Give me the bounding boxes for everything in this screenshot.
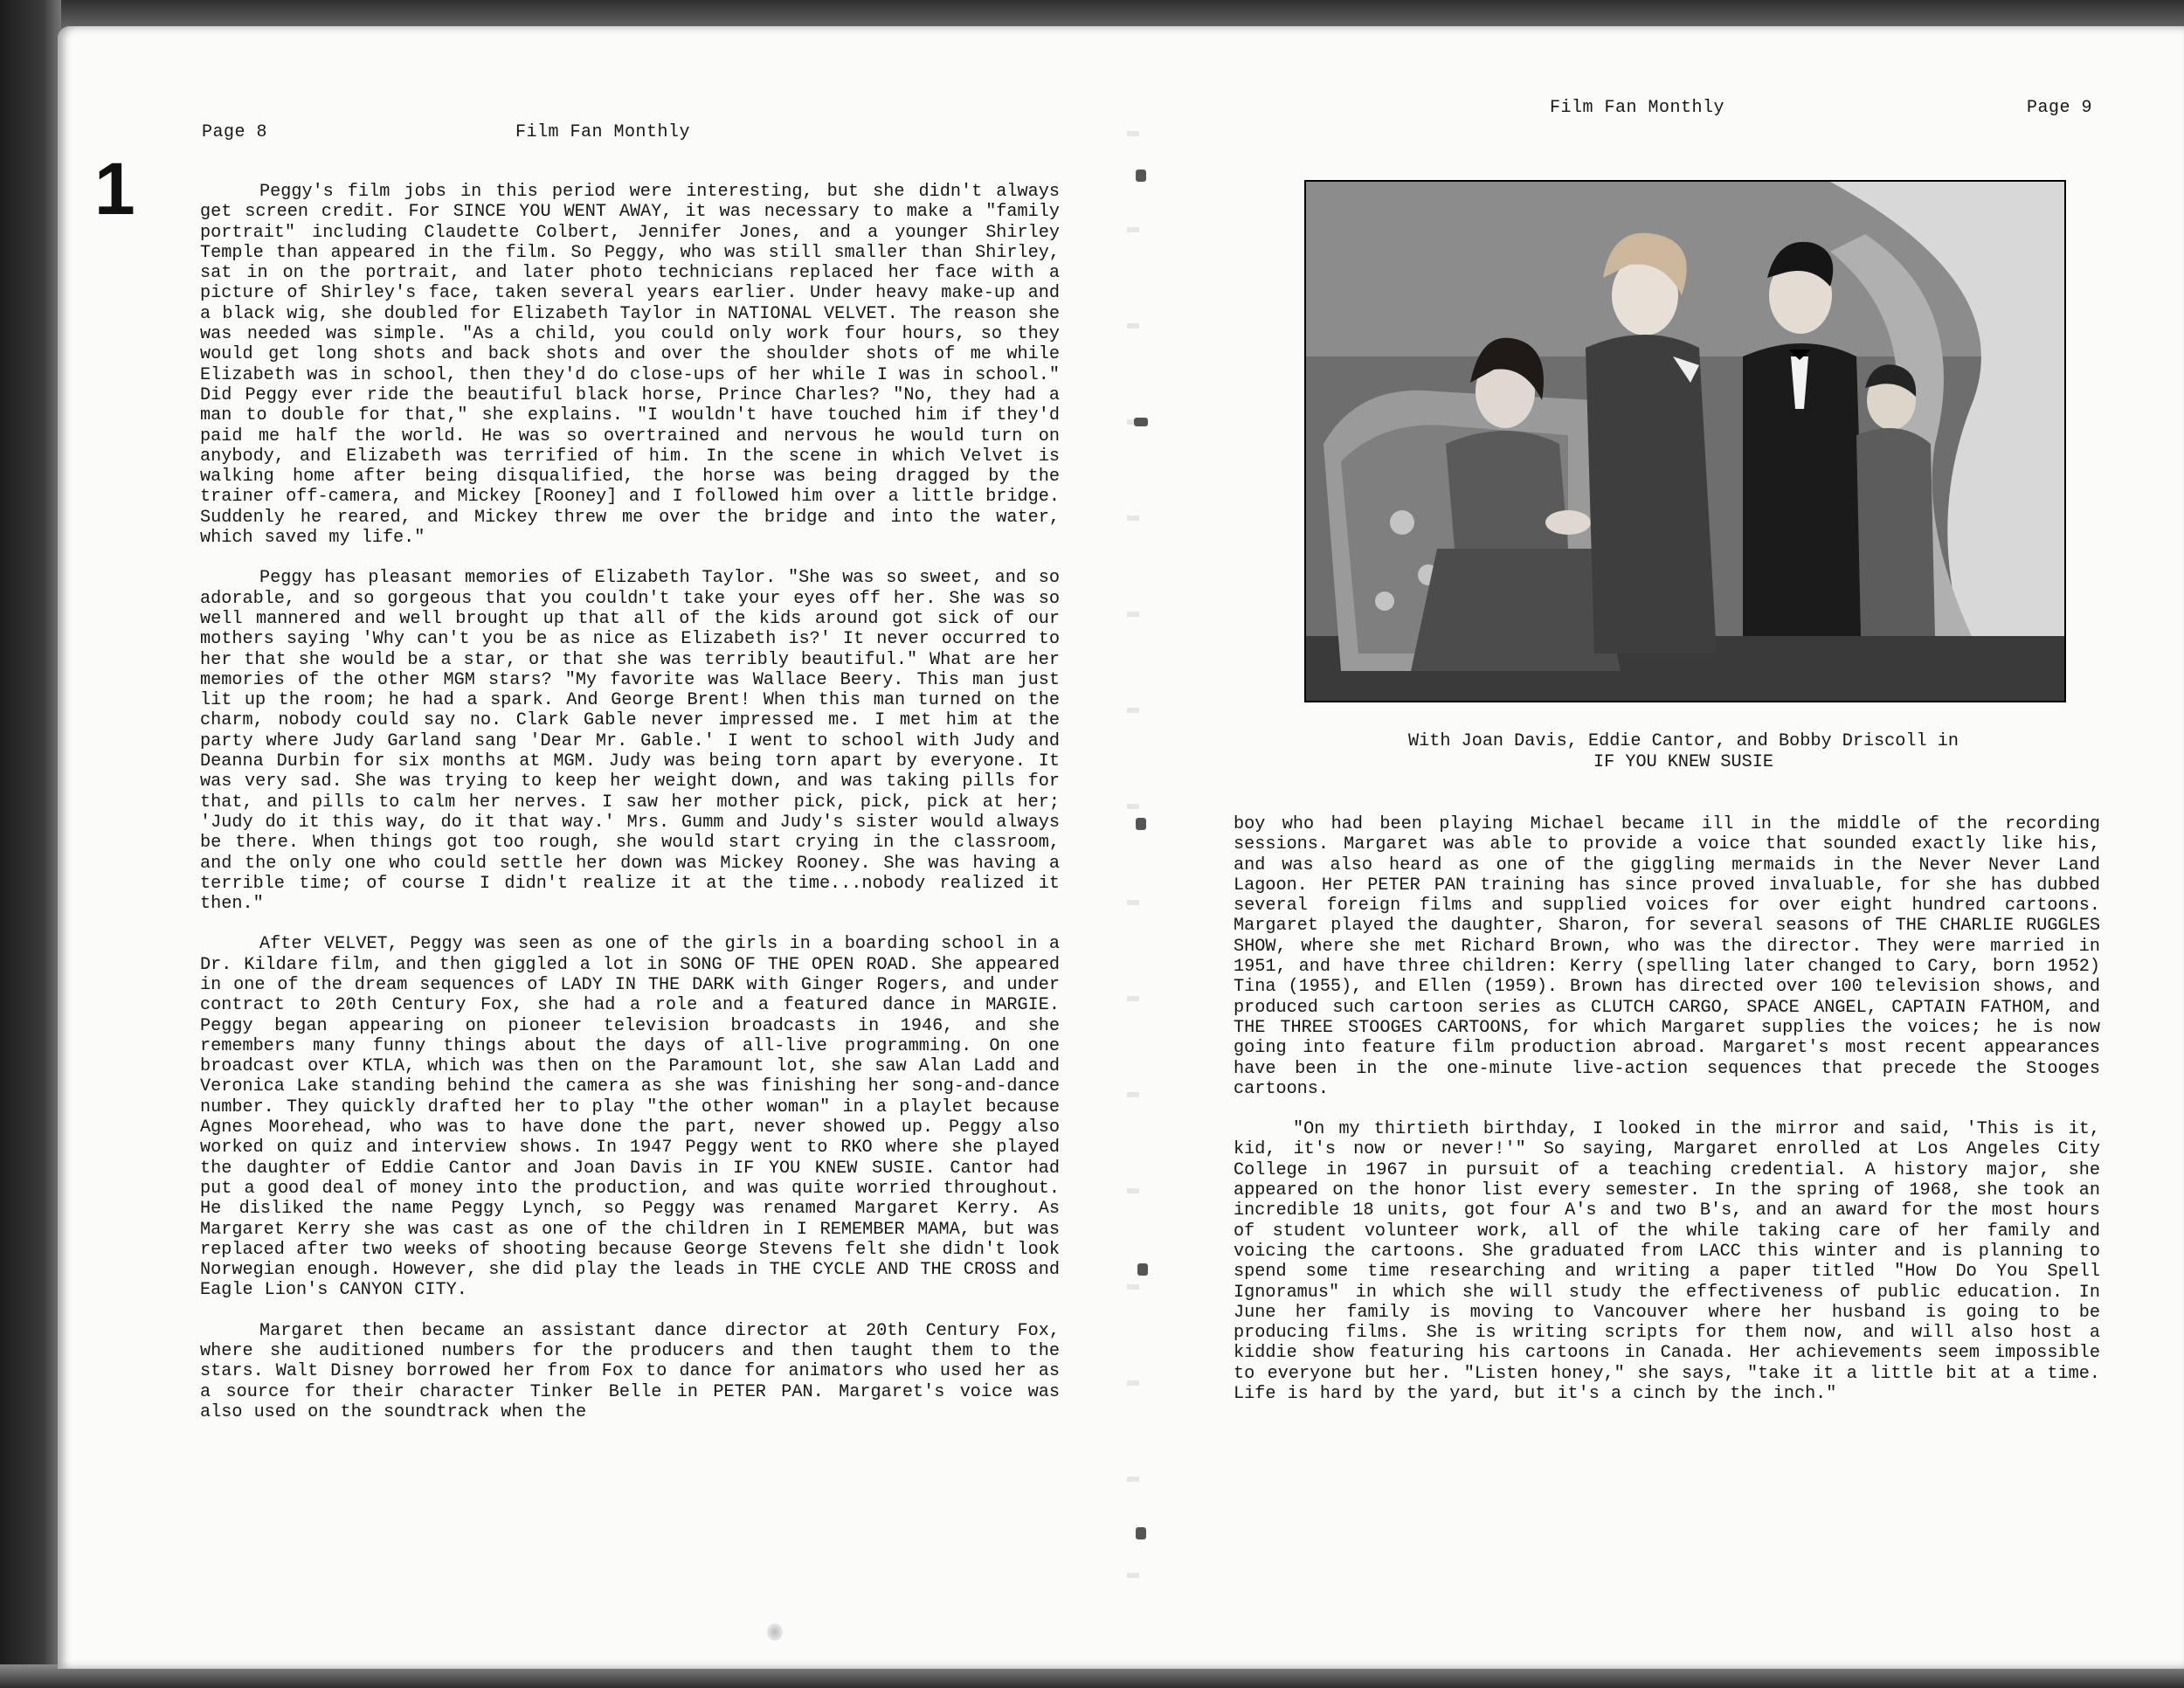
left-publication-title: Film Fan Monthly <box>515 122 691 142</box>
photo-caption <box>1304 731 2063 772</box>
right-publication-title: Film Fan Monthly <box>1550 98 1725 118</box>
staple-mark <box>1136 1527 1146 1539</box>
article-paragraph: boy who had been playing Michael became ill in the middle of the recording sessions. Margaret was able to provide a voice that sounded exactly like his, and was also heard as one of the giggling mermaids in the Never Never Land Lagoon. Her PETER PAN training has since proved invaluable, for she has dubbed several foreign films and supplied voices for over eight hundred cartoons. Margaret played the daughter, Sharon, for several seasons of THE CHARLIE RUGGLES SHOW, where she met Richard Brown, who was the director. They were married in 1951, and have three children: Kerry (spelling later changed to Cary, born 1952) Tina (1955), and Ellen (1959). Brown has directed over 100 television shows, and produced such cartoon series as CLUTCH CARGO, SPACE ANGEL, CAPTAIN FATHOM, and THE THREE STOOGES CARTOONS, for which Margaret supplies the voices; he is now going into feature film production abroad. Margaret's most recent appearances have been in the one-minute live-action sequences that precede the Stooges cartoons. <box>1234 814 2100 1099</box>
article-paragraph: Margaret then became an assistant dance director at 20th Century Fox, where she auditioned numbers for the producers and then taught them to the stars. Walt Disney borrowed her from Fox to dance for animators who used her as a source for their character Tinker Belle in PETER PAN. Margaret's voice was also used on the soundtrack when the <box>200 1320 1060 1422</box>
article-paragraph: Peggy's film jobs in this period were interesting, but she didn't always get screen credit. For SINCE YOU WENT AWAY, it was necessary to make a "family portrait" including Claudette Colbert, Jennifer Jones, and a younger Shirley Temple than appeared in the film. So Peggy, who was still smaller than Shirley, sat in on the portrait, and later photo technicians replaced her face with a picture of Shirley's face, taken several years earlier. Under heavy make-up and a black wig, she doubled for Elizabeth Taylor in NATIONAL VELVET. The reason she was needed was simple. "As a child, you could only work four hours, so they would get long shots and back shots and over the shoulder shots of me while Elizabeth was in school, then they'd do close-ups of her while I was in school." Did Peggy ever ride the beautiful black horse, Prince Charles? "No, they had a man to double for that," she explains. "I wouldn't have touched him if they'd paid me half the world. He was so overtrained and nervous he would turn on anybody, and Elizabeth was terrified of him. In the scene in which Velvet is walking home after being disqualified, the horse was being dragged by the trainer off-camera, and Mickey [Rooney] and I followed him over a little bridge. Suddenly he reared, and Mickey threw me over the bridge and into the water, which saved my life." <box>200 182 1060 549</box>
staple-mark <box>1137 1263 1148 1276</box>
center-fold <box>1127 96 1139 1599</box>
left-page-number: Page 8 <box>202 122 268 142</box>
right-article-column <box>1234 814 2100 1404</box>
film-still-illustration <box>1306 182 2064 701</box>
staple-mark <box>1136 169 1146 182</box>
article-paragraph: After VELVET, Peggy was seen as one of the girls in a boarding school in a Dr. Kildare film, and then giggled a lot in SONG OF THE OPEN ROAD. She appeared in one of the dream sequences of LADY IN THE DARK with Ginger Rogers, and under contract to 20th Century Fox, she had a role and a featured dance in MARGIE. Peggy began appearing on pioneer television broadcasts in 1946, and she remembers many funny things about the days of all-live programming. On one broadcast over KTLA, which was then on the Paramount lot, she saw Alan Ladd and Veronica Lake standing behind the camera as she was finishing her song-and-dance number. They quickly drafted her to play "the other woman" in a playlet because Agnes Moorehead, who was to have done the part, never showed up. Peggy also worked on quiz and interview shows. In 1947 Peggy went to RKO where she played the daughter of Eddie Cantor and Joan Davis in IF YOU KNEW SUSIE. Cantor had put a good deal of money into the production, and was quite worried throughout. He disliked the name Peggy Lynch, so Peggy was renamed Margaret Kerry. As Margaret Kerry she was cast as one of the children in I REMEMBER MAMA, but was replaced after two weeks of shooting because George Stevens felt she didn't look Norwegian enough. However, she did play the leads in THE CYCLE AND THE CROSS and Eagle Lion's CANYON CITY. <box>200 934 1060 1301</box>
right-page-number: Page 9 <box>2027 98 2093 118</box>
left-article-column <box>200 182 1060 1422</box>
caption-line: With Joan Davis, Eddie Cantor, and Bobby Driscoll in <box>1408 731 1959 751</box>
article-paragraph: "On my thirtieth birthday, I looked in the mirror and said, 'This is it, kid, it's now or never!'" So saying, Margaret enrolled at Los Angeles City College in 1967 in pursuit of a teaching credential. A history major, she appeared on the honor list every semester. In the spring of 1968, she took an incredible 18 units, got four A's and two B's, and an award for the most hours of student volunteer work, all of the while taking care of her family and voicing the cartoons. She graduated from LACC this winter and is planning to spend some time researching and writing a paper titled "How Do You Spell Ignoramus" in which she will study the effectiveness of public education. In June her family is moving to Vancouver where her husband is going to be producing films. She is writing scripts for them now, and will also host a kiddie show featuring his cartoons in Canada. Her achievements seem impossible to everyone but her. "Listen honey," she says, "take it a little bit at a time. Life is hard by the yard, but it's a cinch by the inch." <box>1234 1119 2100 1405</box>
film-still-photo <box>1304 180 2066 702</box>
staple-mark <box>1134 418 1148 426</box>
staple-mark <box>1136 818 1146 830</box>
caption-film-title: IF YOU KNEW SUSIE <box>1593 751 1773 772</box>
article-paragraph: Peggy has pleasant memories of Elizabeth Taylor. "She was so sweet, and so adorable, and so gorgeous that you couldn't take your eyes off her. She was so well mannered and well brought up that all of the kids around got sick of our mothers saying 'Why can't you be as nice as Elizabeth is?' It never occurred to her that she would be a star, or that she was terribly beautiful." What are her memories of the other MGM stars? "My favorite was Wallace Beery. This man just lit up the room; he had a spark. And George Brent! When this man turned on the charm, nobody could say no. Clark Gable never impressed me. I met him at the party where Judy Garland sang 'Dear Mr. Gable.' I went to school with Judy and Deanna Durbin for six months at MGM. Judy was being torn apart by everyone. It was very sad. She was trying to keep her weight down, and was taking pills for that, and pills to calm her nerves. I saw her mother pick, pick, pick at her; 'Judy do it this way, do it that way.' Mrs. Gumm and Judy's sister would always be there. When things got too rough, she would start crying in the classroom, and the only one who could settle her down was Mickey Rooney. She was having a terrible time; of course I didn't realize it at the time...nobody realized it then." <box>200 568 1060 915</box>
side-marker-number: 1 <box>94 148 135 230</box>
ink-smudge <box>767 1623 783 1641</box>
scan-border-left <box>0 0 61 1688</box>
